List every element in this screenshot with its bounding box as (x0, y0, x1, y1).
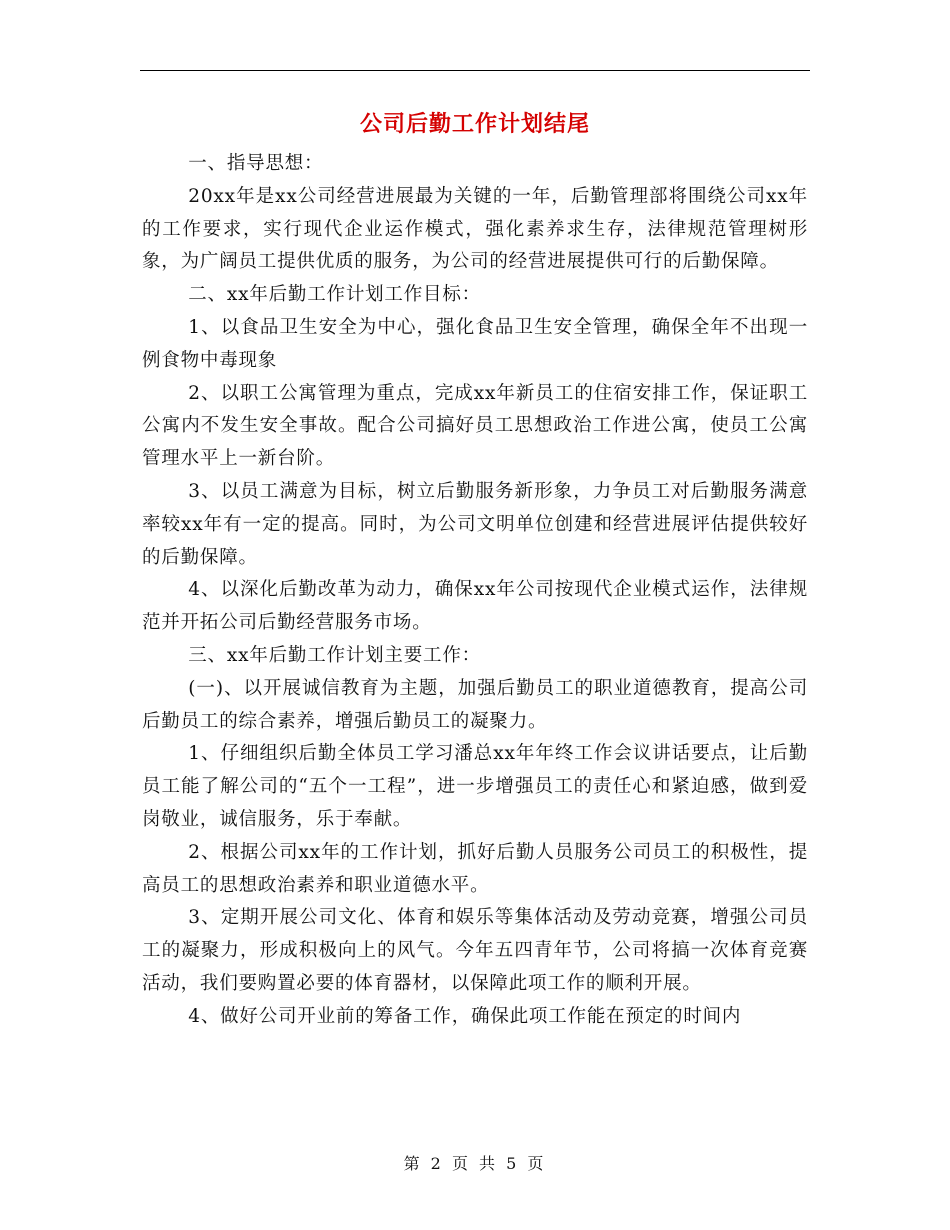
paragraph: 4、以深化后勤改革为动力，确保xx年公司按现代企业模式运作，法律规范并开拓公司后勤经营服务市场。 (142, 579, 808, 634)
paragraph: 1、以食品卫生安全为中心，强化食品卫生安全管理，确保全年不出现一例食物中毒现象 (142, 316, 808, 371)
paragraph: 2、以职工公寓管理为重点，完成xx年新员工的住宿安排工作，保证职工公寓内不发生安全事故。配合公司搞好员工思想政治工作进公寓，使员工公寓管理水平上一新台阶。 (142, 382, 808, 470)
document-title: 公司后勤工作计划结尾 (359, 112, 590, 137)
paragraph: 2、根据公司xx年的工作计划，抓好后勤人员服务公司员工的积极性，提高员工的思想政治素养和职业道德水平。 (142, 841, 808, 896)
paragraph: 1、仔细组织后勤全体员工学习潘总xx年年终工作会议讲话要点，让后勤员工能了解公司的“五个一工程”，进一步增强员工的责任心和紧迫感，做到爱岗敬业，诚信服务，乐于奉献。 (142, 743, 808, 830)
paragraph: 20xx年是xx公司经营进展最为关键的一年，后勤管理部将围绕公司xx年的工作要求，实行现代企业运作模式，强化素养求生存，法律规范管理树形象，为广阔员工提供优质的服务，为公司的经营进展提供可行的后勤保障。 (142, 185, 808, 273)
document-body (142, 148, 808, 1034)
page-number: 第 2 页 共 5 页 (403, 1154, 547, 1173)
paragraph: 三、xx年后勤工作计划主要工作： (188, 644, 481, 666)
paragraph: (一)、以开展诚信教育为主题，加强后勤员工的职业道德教育，提高公司后勤员工的综合素养，增强后勤员工的凝聚力。 (142, 677, 808, 732)
paragraph: 一、指导思想： (188, 153, 324, 174)
paragraph: 3、定期开展公司文化、体育和娱乐等集体活动及劳动竞赛，增强公司员工的凝聚力，形成积极向上的风气。今年五四青年节，公司将搞一次体育竞赛活动，我们要购置必要的体育器材，以保障此项工作的顺利开展。 (142, 907, 808, 994)
header-rule (140, 70, 810, 71)
paragraph: 4、做好公司开业前的筹备工作，确保此项工作能在预定的时间内 (188, 1005, 742, 1027)
paragraph: 3、以员工满意为目标，树立后勤服务新形象，力争员工对后勤服务满意率较xx年有一定的提高。同时，为公司文明单位创建和经营进展评估提供较好的后勤保障。 (142, 480, 808, 568)
paragraph: 二、xx年后勤工作计划工作目标： (188, 284, 481, 306)
